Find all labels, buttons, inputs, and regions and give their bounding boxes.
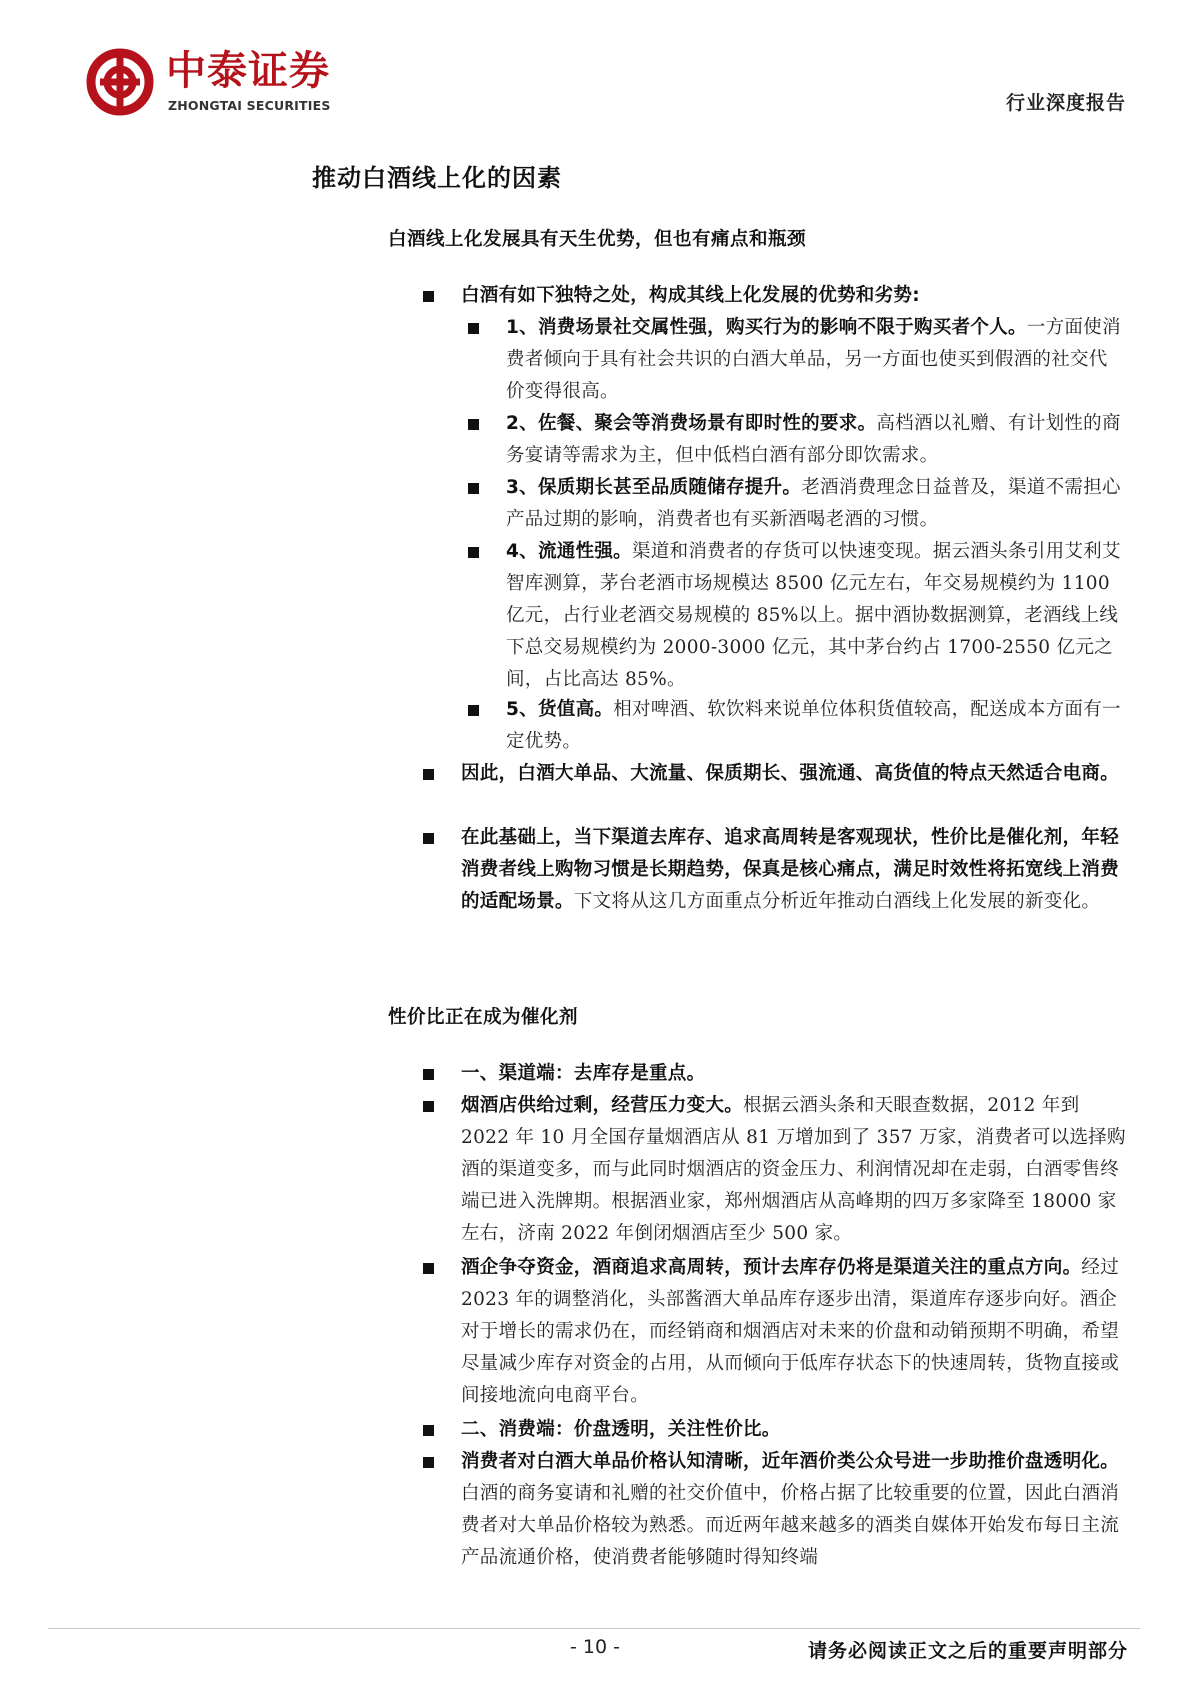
point-bold: 4、流通性强。 <box>506 541 632 562</box>
list-item <box>461 758 1127 790</box>
square-bullet-icon <box>468 483 479 494</box>
point-text: 渠道和消费者的存货可以快速变现。据云酒头条引用艾利艾智库测算，茅台老酒市场规模达 8500 亿元左右，年交易规模约为 1100 亿元，占行业老酒交易规模的 85%以上。据中酒协数据测算，老酒线上线下总交易规模约为 2000-3000 亿元，其中茅台约占 1700-2550 亿元之间，占比高达 85%。 <box>506 541 1121 690</box>
conclusion-text: 下文将从这几方面重点分析近年推动白酒线上化发展的新变化。 <box>573 891 1101 912</box>
square-bullet-icon <box>468 419 479 430</box>
square-bullet-icon <box>468 705 479 716</box>
item-bold: 消费者对白酒大单品价格认知清晰，近年酒价类公众号进一步助推价盘透明化。 <box>461 1451 1120 1472</box>
intro-text: 白酒有如下独特之处，构成其线上化发展的优势和劣势: <box>461 285 920 306</box>
square-bullet-icon <box>423 291 434 302</box>
point-bold: 2、佐餐、聚会等消费场景有即时性的要求。 <box>506 413 877 434</box>
item-text: 经过 2023 年的调整消化，头部酱酒大单品库存逐步出清，渠道库存逐步向好。酒企对于增长的需求仍在，而经销商和烟酒店对未来的价盘和动销预期不明确，希望尽量减少库存对资金的占用，从而倾向于低库存状态下的快速周转，货物直接或间接地流向电商平台。 <box>461 1257 1120 1406</box>
point-text: 高档酒以礼赠、有计划性的商务宴请等需求为主，但中低档白酒有部分即饮需求。 <box>506 413 1121 466</box>
square-bullet-icon <box>423 1101 434 1112</box>
point-text: 一方面使消费者倾向于具有社会共识的白酒大单品，另一方面也使买到假酒的社交代价变得很高。 <box>506 317 1121 402</box>
list-item <box>461 1446 1127 1574</box>
subhead-value-for-money: 性价比正在成为催化剂 <box>388 1007 579 1028</box>
point-bold: 1、消费场景社交属性强，购买行为的影响不限于购买者个人。 <box>506 317 1027 338</box>
list-item <box>461 1252 1127 1412</box>
square-bullet-icon <box>423 1263 434 1274</box>
item-bold: 二、消费端：价盘透明，关注性价比。 <box>461 1419 781 1440</box>
point-bold: 3、保质期长甚至品质随储存提升。 <box>506 477 802 498</box>
list-item <box>506 408 1126 472</box>
list-item <box>506 312 1126 408</box>
list-item <box>461 822 1127 918</box>
page-header <box>86 44 1126 124</box>
zhongtai-logo-icon <box>86 48 154 116</box>
conclusion-bold: 在此基础上，当下渠道去库存、追求高周转是客观现状，性价比是催化剂，年轻消费者线上购物习惯是长期趋势，保真是核心痛点，满足时效性将拓宽线上消费的适配场景。 <box>461 827 1120 912</box>
point-bold: 5、货值高。 <box>506 699 614 720</box>
list-item <box>461 1090 1127 1250</box>
company-logo <box>86 44 386 124</box>
list-item <box>461 1058 1127 1090</box>
item-bold: 酒企争夺资金，酒商追求高周转，预计去库存仍将是渠道关注的重点方向。 <box>461 1257 1082 1278</box>
list-item <box>461 280 1127 312</box>
disclaimer-note: 请务必阅读正文之后的重要声明部分 <box>807 1640 1128 1662</box>
footer-divider <box>48 1628 1140 1629</box>
list-item <box>461 1414 1127 1446</box>
logo-chinese-name: 中泰证券 <box>166 48 330 94</box>
square-bullet-icon <box>423 833 434 844</box>
list-item <box>506 694 1126 758</box>
square-bullet-icon <box>423 1425 434 1436</box>
square-bullet-icon <box>468 547 479 558</box>
item-bold: 一、渠道端：去库存是重点。 <box>461 1063 706 1084</box>
report-type-label: 行业深度报告 <box>1005 92 1126 114</box>
subhead-online-advantages: 白酒线上化发展具有天生优势，但也有痛点和瓶颈 <box>388 229 807 250</box>
page-number: - 10 - <box>570 1636 620 1658</box>
list-item <box>506 536 1126 696</box>
logo-english-name: ZHONGTAI SECURITIES <box>168 98 331 113</box>
square-bullet-icon <box>423 1069 434 1080</box>
section-title: 推动白酒线上化的因素 <box>312 164 562 192</box>
point-text: 相对啤酒、软饮料来说单位体积货值较高，配送成本方面有一定优势。 <box>506 699 1121 752</box>
square-bullet-icon <box>468 323 479 334</box>
item-bold: 烟酒店供给过剩，经营压力变大。 <box>461 1095 744 1116</box>
conclusion-text: 因此，白酒大单品、大流量、保质期长、强流通、高货值的特点天然适合电商。 <box>461 763 1120 784</box>
point-text: 老酒消费理念日益普及，渠道不需担心产品过期的影响，消费者也有买新酒喝老酒的习惯。 <box>506 477 1121 530</box>
item-text: 白酒的商务宴请和礼赠的社交价值中，价格占据了比较重要的位置，因此白酒消费者对大单品价格较为熟悉。而近两年越来越多的酒类自媒体开始发布每日主流产品流通价格，使消费者能够随时得知终端 <box>461 1483 1120 1568</box>
square-bullet-icon <box>423 1457 434 1468</box>
list-item <box>506 472 1126 536</box>
item-text: 根据云酒头条和天眼查数据，2012 年到 2022 年 10 月全国存量烟酒店从 81 万增加到了 357 万家，消费者可以选择购酒的渠道变多，而与此同时烟酒店的资金压力、利润情况却在走弱，白酒零售终端已进入洗牌期。根据酒业家，郑州烟酒店从高峰期的四万多家降至 18000 家左右，济南 2022 年倒闭烟酒店至少 500 家。 <box>461 1095 1126 1244</box>
square-bullet-icon <box>423 769 434 780</box>
